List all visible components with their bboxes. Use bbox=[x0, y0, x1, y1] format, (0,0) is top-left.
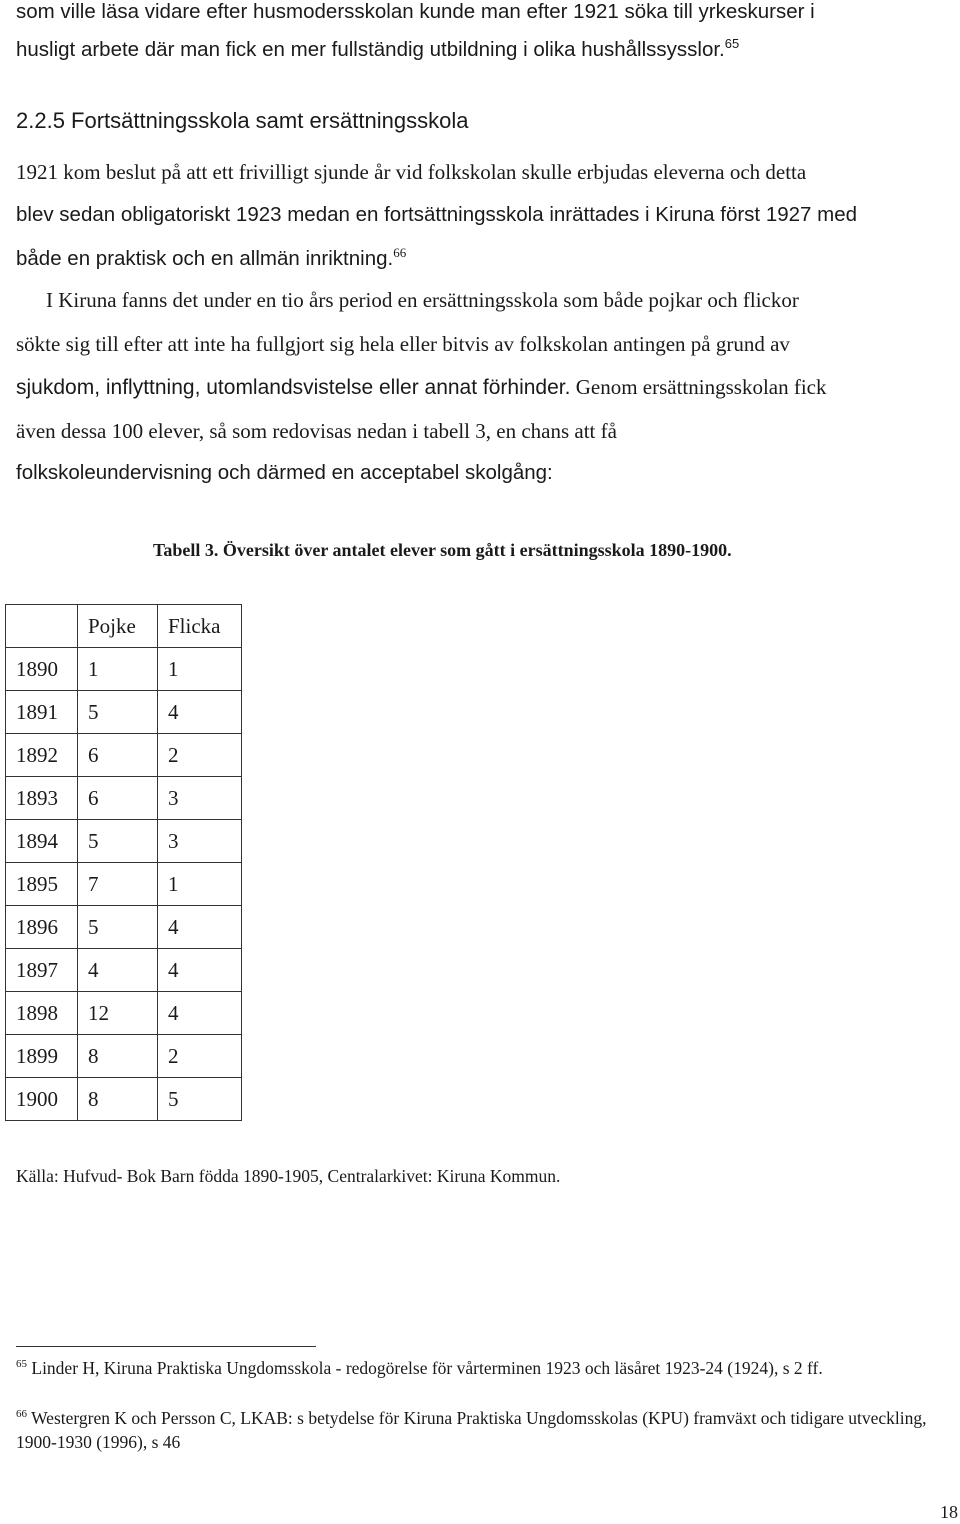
footnote-ref-66[interactable]: 66 bbox=[393, 245, 407, 261]
footnote-66-text: Westergren K och Persson C, LKAB: s betydelse för Kiruna Praktiska Ungdomsskolas (KPU) framväxt och tidigare utveckling, 1900-1930 (1996), s 46 bbox=[16, 1408, 927, 1452]
table-row bbox=[6, 734, 242, 777]
para2-line-3-text: sjukdom, inflyttning, utomlandsvistelse eller annat förhinder. bbox=[16, 376, 571, 399]
table-cell: 1891 bbox=[6, 691, 78, 734]
footnote-65-text: Linder H, Kiruna Praktiska Ungdomsskola - redogörelse för vårterminen 1923 och läsåret 1923-24 (1924), s 2 ff. bbox=[31, 1358, 823, 1378]
footnote-66 bbox=[16, 1406, 946, 1454]
table-row bbox=[6, 820, 242, 863]
page-number: 18 bbox=[940, 1502, 958, 1522]
para2-line-3 bbox=[16, 377, 827, 398]
table-header-cell: Flicka bbox=[158, 605, 242, 648]
footnote-65 bbox=[16, 1356, 946, 1380]
table-cell: 1900 bbox=[6, 1078, 78, 1121]
para1-line-2: blev sedan obligatoriskt 1923 medan en fortsättningsskola inrättades i Kiruna först 1927 med bbox=[16, 203, 858, 226]
table-cell: 4 bbox=[158, 949, 242, 992]
table-cell: 8 bbox=[78, 1035, 158, 1078]
table-header-row bbox=[6, 605, 242, 648]
table-header-cell bbox=[6, 605, 78, 648]
table-cell: 5 bbox=[158, 1078, 242, 1121]
intro-line-1: som ville läsa vidare efter husmodersskolan kunde man efter 1921 söka till yrkeskurser i bbox=[16, 0, 815, 23]
footnote-ref-65[interactable]: 65 bbox=[724, 36, 740, 52]
table-cell: 4 bbox=[78, 949, 158, 992]
para2-line-1: I Kiruna fanns det under en tio års period en ersättningsskola som både pojkar och flickor bbox=[46, 288, 799, 312]
table-cell: 6 bbox=[78, 777, 158, 820]
footnote-separator bbox=[16, 1346, 316, 1347]
table-cell: 1 bbox=[158, 648, 242, 691]
table-cell: 5 bbox=[78, 906, 158, 949]
table-cell: 4 bbox=[158, 691, 242, 734]
table-row bbox=[6, 648, 242, 691]
table-cell: 1890 bbox=[6, 648, 78, 691]
table-cell: 1894 bbox=[6, 820, 78, 863]
table-cell: 1893 bbox=[6, 777, 78, 820]
para2-line-3-tail: Genom ersättningsskolan fick bbox=[575, 375, 827, 399]
intro-line-2 bbox=[16, 36, 740, 61]
table-row bbox=[6, 1078, 242, 1121]
table-row bbox=[6, 992, 242, 1035]
table-cell: 1899 bbox=[6, 1035, 78, 1078]
table-cell: 2 bbox=[158, 1035, 242, 1078]
para1-line-1: 1921 kom beslut på att ett frivilligt sjunde år vid folkskolan skulle erbjudas eleverna och detta bbox=[16, 160, 807, 184]
table-cell: 1897 bbox=[6, 949, 78, 992]
para2-line-2: sökte sig till efter att inte ha fullgjort sig hela eller bitvis av folkskolan antingen på grund av bbox=[16, 332, 790, 356]
footnote-66-number: 66 bbox=[16, 1408, 27, 1421]
table-row bbox=[6, 863, 242, 906]
table-cell: 7 bbox=[78, 863, 158, 906]
table-header-cell: Pojke bbox=[78, 605, 158, 648]
table-caption: Tabell 3. Översikt över antalet elever som gått i ersättningsskola 1890-1900. bbox=[153, 540, 732, 560]
student-table bbox=[5, 604, 242, 1121]
table-cell: 4 bbox=[158, 992, 242, 1035]
table-cell: 1892 bbox=[6, 734, 78, 777]
table-cell: 6 bbox=[78, 734, 158, 777]
table-cell: 4 bbox=[158, 906, 242, 949]
table-cell: 1895 bbox=[6, 863, 78, 906]
table-row bbox=[6, 777, 242, 820]
table-row bbox=[6, 1035, 242, 1078]
table-cell: 5 bbox=[78, 691, 158, 734]
table-cell: 1896 bbox=[6, 906, 78, 949]
table-cell: 12 bbox=[78, 992, 158, 1035]
table-cell: 3 bbox=[158, 820, 242, 863]
intro-line-2-text: husligt arbete där man fick en mer fullständig utbildning i olika hushållssysslor. bbox=[16, 38, 725, 61]
table-row bbox=[6, 691, 242, 734]
table-row bbox=[6, 906, 242, 949]
table-cell: 1 bbox=[78, 648, 158, 691]
para1-line-3 bbox=[16, 245, 407, 270]
table-cell: 5 bbox=[78, 820, 158, 863]
footnote-65-number: 65 bbox=[16, 1358, 27, 1371]
table-cell: 2 bbox=[158, 734, 242, 777]
table-source: Källa: Hufvud- Bok Barn födda 1890-1905, Centralarkivet: Kiruna Kommun. bbox=[16, 1166, 561, 1186]
section-heading: 2.2.5 Fortsättningsskola samt ersättningsskola bbox=[16, 108, 469, 133]
table-cell: 3 bbox=[158, 777, 242, 820]
para1-line-3-text: både en praktisk och en allmän inriktning. bbox=[16, 247, 394, 270]
table-cell: 1 bbox=[158, 863, 242, 906]
table-cell: 1898 bbox=[6, 992, 78, 1035]
table-cell: 8 bbox=[78, 1078, 158, 1121]
para2-line-4: även dessa 100 elever, så som redovisas nedan i tabell 3, en chans att få bbox=[16, 419, 617, 443]
para2-line-5: folkskoleundervisning och därmed en acceptabel skolgång: bbox=[16, 461, 553, 484]
table-row bbox=[6, 949, 242, 992]
